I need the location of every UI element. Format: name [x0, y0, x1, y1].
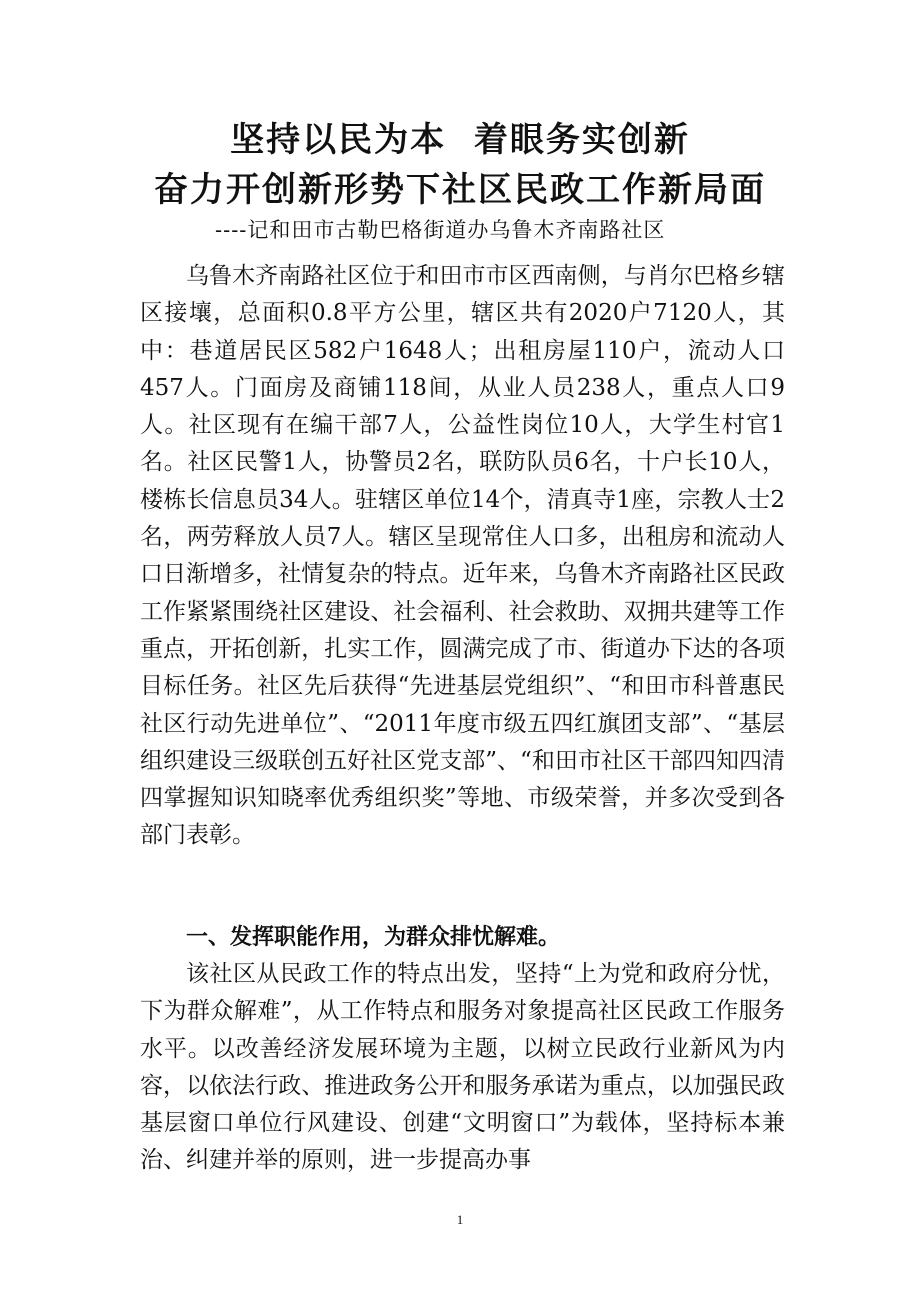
subtitle: ----记和田市古勒巴格街道办乌鲁木齐南路社区 — [215, 218, 666, 242]
title-line-2: 奋力开创新形势下社区民政工作新局面 — [154, 170, 766, 210]
body-paragraph-section-1: 该社区从民政工作的特点出发，坚持“上为党和政府分忧，下为群众解难”，从工作特点和服务对象提高社区民政工作服务水平。以改善经济发展环境为主题，以树立民政行业新风为内容，以依法行政、推进政务公开和服务承诺为重点，以加强民政基层窗口单位行风建设、创建“文明窗口”为载体，坚持标本兼治、纠建并举的原则，进一步提高办事 — [140, 961, 785, 1174]
title-line-1: 坚持以民为本 着眼务实创新 — [230, 120, 690, 160]
body-paragraph-intro: 乌鲁木齐南路社区位于和田市市区西南侧，与肖尔巴格乡辖区接壤，总面积0.8平方公里，辖区共有2020户7120人，其中：巷道居民区582户1648人；出租房屋110户，流动人口457人。门面房及商铺118间，从业人员238人，重点人口9人。社区现有在编干部7人，公益性岗位10人，大学生村官1名。社区民警1人，协警员2名，联防队员6名，十户长10人，楼栋长信息员34人。驻辖区单位14个，清真寺1座，宗教人士2名，两劳释放人员7人。辖区呈现常住人口多，出租房和流动人口日渐增多，社情复杂的特点。近年来，乌鲁木齐南路社区民政工作紧紧围绕社区建设、社会福利、社会救助、双拥共建等工作重点，开拓创新，扎实工作，圆满完成了市、街道办下达的各项目标任务。社区先后获得“先进基层党组织”、“和田市科普惠民社区行动先进单位”、“2011年度市级五四红旗团支部”、“基层组织建设三级联创五好社区党支部”、“和田市社区干部四知四清四掌握知识知晓率优秀组织奖”等地、市级荣誉，并多次受到各部门表彰。 — [140, 263, 785, 849]
page-number: 1 — [456, 1212, 464, 1227]
section-heading-1: 一、发挥职能作用，为群众排忧解难。 — [186, 925, 561, 950]
